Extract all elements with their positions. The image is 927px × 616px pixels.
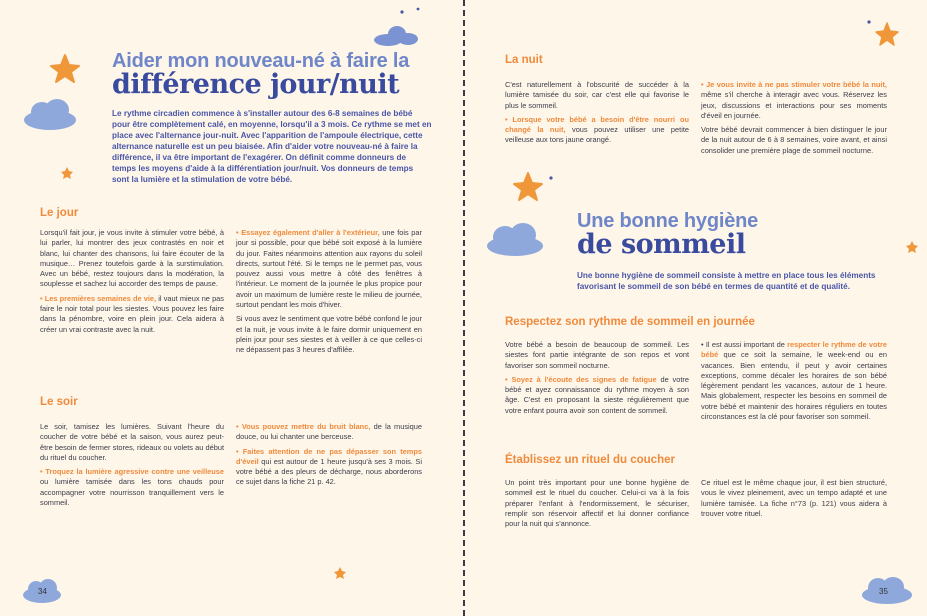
- paragraph: Votre bébé a besoin de beaucoup de sommeil. Les siestes font partie intégrante de son repos et vont favoriser son sommeil nocturne.: [505, 340, 689, 370]
- intro-paragraph: Le rythme circadien commence à s'installer autour des 6-8 semaines de bébé pour être complètement calé, en moyenne, lorsqu'il a 3 mois. Ce rythme se met en place avec l'alternance jour-nuit. Avec l'apparition de l'ampoule électrique, cette alternance naturelle est un peu biaisée. Afin d'aider votre nouveau-né à faire la différence, il va être important de l'exagérer. On définit comme donneurs de temps les moyens d'aide à la différentiation jour/nuit. Vos donneurs de temps sont la lumière et la stimulation de votre bébé.: [112, 109, 432, 184]
- heading-rythme: Respectez son rythme de sommeil en journée: [505, 316, 755, 328]
- text: • Il est aussi important de: [701, 340, 788, 349]
- soir-column-1: [40, 422, 224, 512]
- star-icon: [60, 166, 74, 180]
- highlight: • Soyez à l'écoute des signes de fatigue: [505, 374, 657, 384]
- heading-le-soir: Le soir: [40, 396, 78, 408]
- section-title-light: Aider mon nouveau-né à faire la: [112, 50, 410, 72]
- paragraph: Ce rituel est le même chaque jour, il est bien structuré, vous le vivez pleinement, avec un tempo adapté et une lumière tamisée. La fiche n°73 (p. 121) vous aidera à trouver votre rituel.: [701, 478, 887, 518]
- paragraph: [236, 447, 422, 488]
- paragraph: [701, 340, 887, 422]
- jour-column-1: [40, 228, 224, 339]
- text: vous pouvez utiliser une petite veilleuse aux tons jaune orangé.: [505, 125, 689, 145]
- cloud-icon: [22, 98, 80, 132]
- nuit-column-2: [701, 80, 887, 160]
- star-icon: [513, 172, 543, 202]
- text: même s'il cherche à interagir avec vous. Réservez les jeux, discussions et interactions pour ses moments d'éveil en journée.: [701, 90, 887, 120]
- section-title-bold: de sommeil: [577, 229, 746, 260]
- section-title-light: Une bonne hygiène: [577, 210, 759, 232]
- paragraph: [505, 115, 689, 146]
- text: de votre bébé et ayez connaissance du rythme moyen à son âge. C'est en proposant la sieste régulièrement que votre enfant pourra avoir son content de sommeil.: [505, 374, 689, 415]
- intro-paragraph: Une bonne hygiène de sommeil consiste à mettre en place tous les éléments favorisant le sommeil de son bébé en termes de quantité et de qualité.: [577, 271, 876, 291]
- highlight: • Essayez également d'aller à l'extérieur,: [236, 228, 380, 237]
- section-title-bold: différence jour/nuit: [112, 69, 400, 100]
- highlight: respecter le rythme de votre bébé: [701, 340, 887, 360]
- text: qui est autour de 1 heure jusqu'à ses 3 mois. Si votre bébé a des pleurs de décharge, nous aborderons ce sujet dans la fiche 21 p. 42.: [236, 456, 422, 487]
- paragraph: [40, 294, 224, 335]
- star-icon: [905, 240, 919, 254]
- heading-la-nuit: La nuit: [505, 54, 543, 66]
- highlight: • Vous pouvez mettre du bruit blanc,: [236, 422, 371, 431]
- paragraph: Si vous avez le sentiment que votre bébé confond le jour et la nuit, je vous invite à le faire dormir uniquement en plein jour pour ses siestes et à veiller à ce que celles-ci ne dépassent pas 3 heures d'affilée.: [236, 314, 422, 355]
- text: que ce soit la semaine, le week-end ou en vacances. Bien entendu, il peut y avoir certaines exceptions, comme décaler les horaires de son bébé légèrement pendant les vacances, autour de 1 heure. Mais globalement, respecter les besoins en sommeil de votre bébé et maintenir des horaires réguliers en toutes circonstances est la clé pour favoriser son sommeil.: [701, 350, 887, 422]
- dot-sparkle-icon: [543, 172, 563, 186]
- paragraph: Le soir, tamisez les lumières. Suivant l'heure du coucher de votre bébé et la saison, vous aurez peut-être besoin de fermer stores, rideaux ou volets au début du rituel du coucher.: [40, 422, 224, 462]
- heading-rituel: Établissez un rituel du coucher: [505, 454, 675, 466]
- text: une fois par jour si possible, pour que bébé soit exposé à la lumière du jour. Faites néanmoins attention aux rayons du soleil directs, surtout l'été. Si le temps ne le permet pas, vous pouvez aussi vous mettre à côté des fenêtres à l'intérieur. Le moment de la journée le plus propice pour avoir un maximum de lumière reste le milieu de journée, surtout pendant les mois d'hiver.: [236, 228, 422, 310]
- highlight: • Troquez la lumière agressive contre une veilleuse: [40, 467, 224, 477]
- highlight: • Faites attention de ne pas dépasser son temps d'éveil: [236, 446, 422, 466]
- text: de la musique douce, ou lui chanter une berceuse.: [236, 422, 422, 442]
- jour-column-2: [236, 228, 422, 360]
- paragraph: Un point très important pour une bonne hygiène de sommeil est le rituel du coucher. Celui-ci va à la fois préparer l'enfant à l'endormissement, le sécuriser, remplir son réservoir affectif et lui donner confiance pour la nuit qui s'annonce.: [505, 478, 689, 529]
- highlight: • Je vous invite à ne pas stimuler votre bébé la nuit,: [701, 80, 887, 89]
- star-icon: [875, 22, 899, 46]
- highlight: • Lorsque votre bébé a besoin d'être nourri ou changé la nuit,: [505, 114, 689, 135]
- text: ou lumière tamisée dans les tons chauds pour accompagner votre nourrisson tranquillement vers le sommeil.: [40, 477, 224, 508]
- paragraph: [40, 467, 224, 508]
- star-icon: [333, 566, 347, 580]
- nuit-column-1: [505, 80, 689, 150]
- right-page: [465, 0, 927, 616]
- star-icon: [50, 54, 80, 84]
- page-number: 34: [38, 587, 47, 596]
- left-page: [0, 0, 463, 616]
- rituel-column-1: [505, 478, 689, 533]
- cloud-icon: [485, 222, 547, 258]
- page-number: 35: [879, 587, 888, 596]
- dot-sparkle-icon: [398, 6, 428, 20]
- heading-le-jour: Le jour: [40, 207, 79, 219]
- highlight: • Les premières semaines de vie,: [40, 293, 157, 303]
- rythme-column-1: [505, 340, 689, 420]
- paragraph: [236, 422, 422, 443]
- text: il vaut mieux ne pas faire le noir total pour les siestes. Vous pouvez les faire dans la pénombre, voire en plein jour. Cela aidera à créer un vrai contraste avec la nuit.: [40, 293, 224, 334]
- paragraph: [505, 375, 689, 416]
- paragraph: [701, 80, 887, 121]
- rituel-column-2: [701, 478, 887, 523]
- rythme-column-2: [701, 340, 887, 426]
- paragraph: Lorsqu'il fait jour, je vous invite à stimuler votre bébé, à lui parler, lui montrer des jeux contrastés en noir et blanc, lui chanter des chansons, lui faire écouter de la musique… Prenez toutefois garde à la surstimulation. Avec un bébé, restez toujours dans la modération, la souplesse et sachez lui accorder des temps de pause.: [40, 228, 224, 289]
- paragraph: Votre bébé devrait commencer à bien distinguer le jour de la nuit autour de 6 à 8 semaines, voire avant, et ainsi consolider une première plage de sommeil nocturne.: [701, 125, 887, 155]
- paragraph: C'est naturellement à l'obscurité de succéder à la lumière tamisée du soir, car c'est elle qui favorise le plus le sommeil.: [505, 80, 689, 110]
- cloud-icon: [860, 576, 916, 606]
- soir-column-2: [236, 422, 422, 492]
- paragraph: [236, 228, 422, 310]
